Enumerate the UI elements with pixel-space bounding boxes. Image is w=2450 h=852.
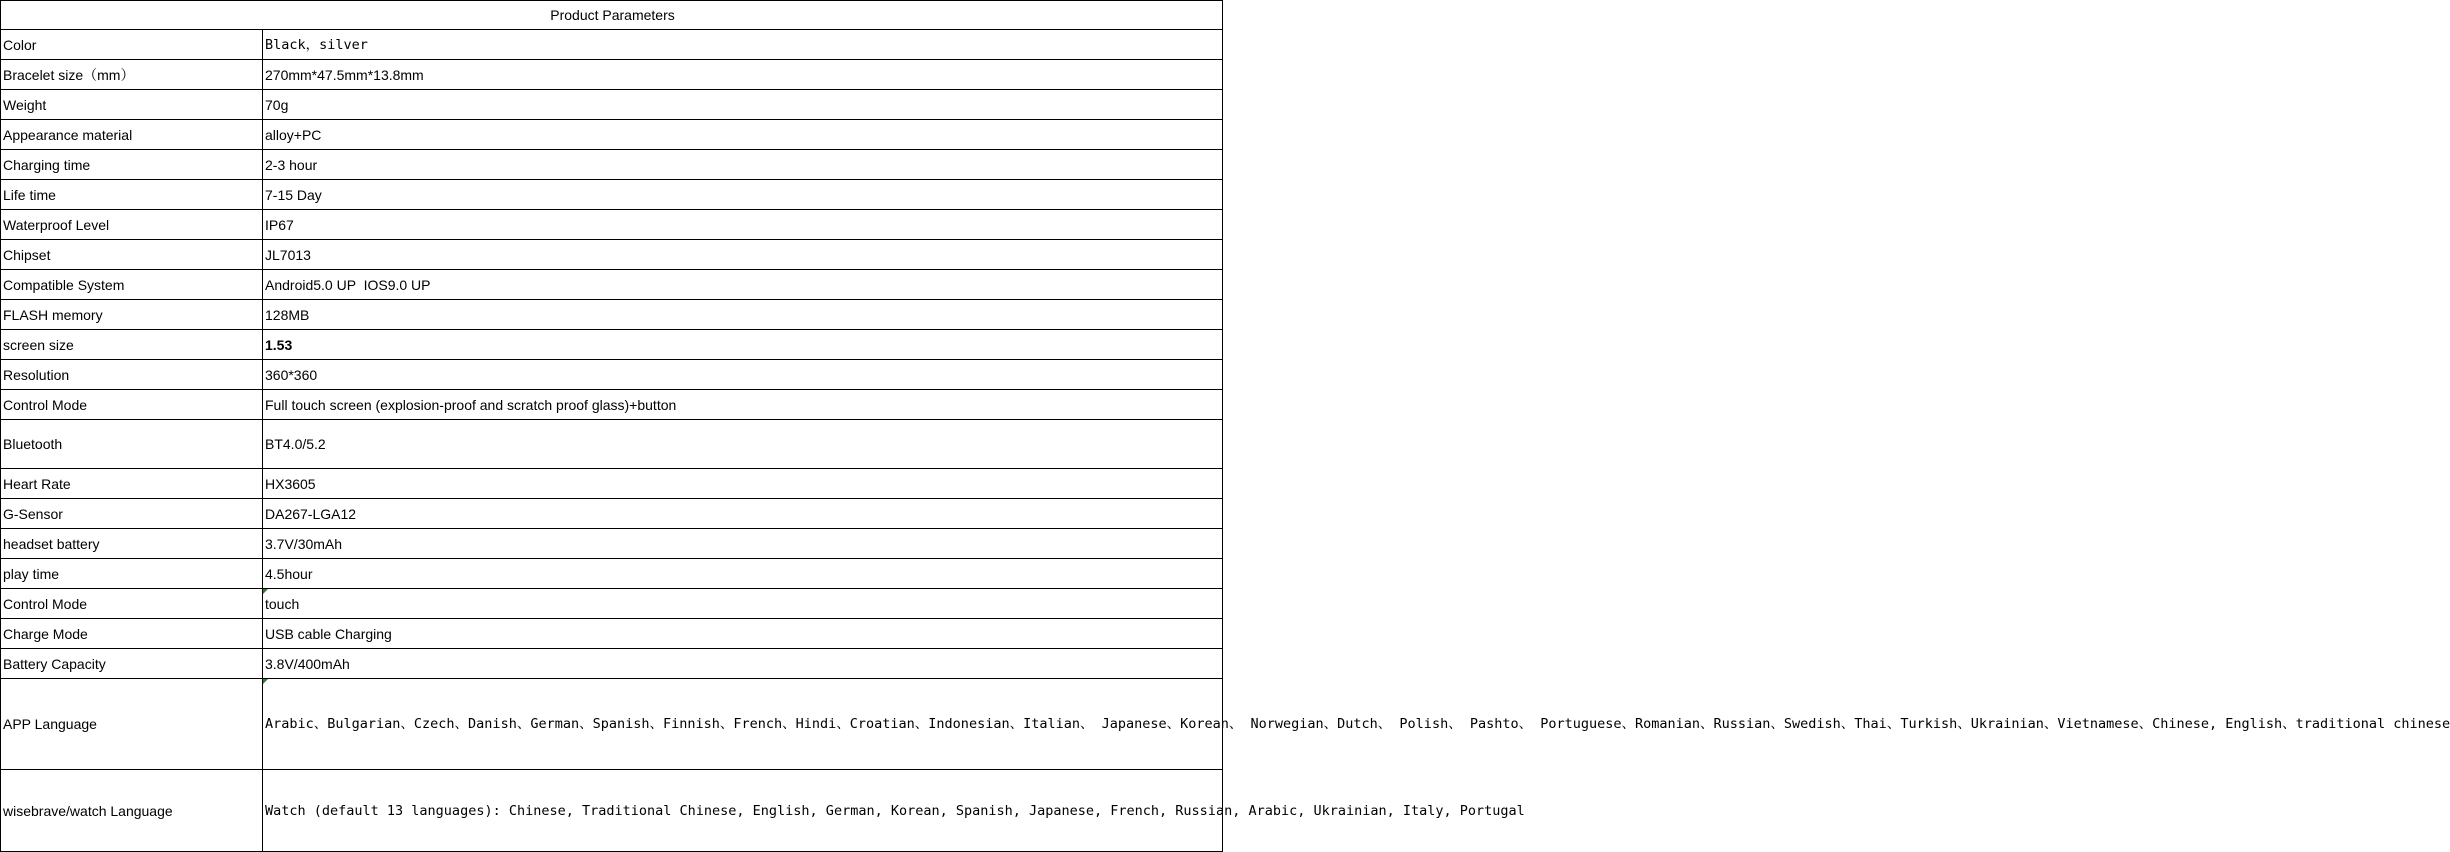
param-label-charge-mode: Charge Mode: [1, 619, 263, 649]
param-label-flash-memory: FLASH memory: [1, 300, 263, 330]
table-row: [1, 770, 1223, 852]
table-title: Product Parameters: [1, 1, 1223, 30]
table-row: [1, 679, 1223, 770]
param-value-charge-mode: USB cable Charging: [263, 619, 1223, 649]
param-label-heart-rate: Heart Rate: [1, 469, 263, 499]
table-row: [1, 499, 1223, 529]
param-label-bracelet-size: Bracelet size（mm）: [1, 60, 263, 90]
param-label-battery-capacity: Battery Capacity: [1, 649, 263, 679]
param-value-compatible-system: Android5.0 UP IOS9.0 UP: [263, 270, 1223, 300]
param-label-play-time: play time: [1, 559, 263, 589]
param-value-resolution: 360*360: [263, 360, 1223, 390]
param-value-appearance-material: alloy+PC: [263, 120, 1223, 150]
param-label-g-sensor: G-Sensor: [1, 499, 263, 529]
param-value-app-language: Arabic、Bulgarian、Czech、Danish、German、Spanish、Finnish、French、Hindi、Croatian、Indonesian、Italian、 Japanese、Korean、 Norwegian、Dutch、 Polish、 Pashto、 Portuguese、Romanian、Russian、Swedish、Thai、Turkish、Ukrainian、Vietnamese、Chinese, English、traditional chinese: [263, 679, 1223, 770]
param-label-life-time: Life time: [1, 180, 263, 210]
param-value-battery-capacity: 3.8V/400mAh: [263, 649, 1223, 679]
param-label-weight: Weight: [1, 90, 263, 120]
table-row: [1, 619, 1223, 649]
table-row: [1, 240, 1223, 270]
table-row: [1, 420, 1223, 469]
table-title-row: [1, 1, 1223, 30]
param-label-appearance-material: Appearance material: [1, 120, 263, 150]
table-row: [1, 589, 1223, 619]
param-value-bracelet-size: 270mm*47.5mm*13.8mm: [263, 60, 1223, 90]
param-value-flash-memory: 128MB: [263, 300, 1223, 330]
param-label-watch-language: wisebrave/watch Language: [1, 770, 263, 852]
table-row: [1, 30, 1223, 60]
param-value-weight: 70g: [263, 90, 1223, 120]
param-label-waterproof-level: Waterproof Level: [1, 210, 263, 240]
param-value-waterproof-level: IP67: [263, 210, 1223, 240]
param-value-heart-rate: HX3605: [263, 469, 1223, 499]
table-row: [1, 300, 1223, 330]
param-value-headset-battery: 3.7V/30mAh: [263, 529, 1223, 559]
table-row: [1, 390, 1223, 420]
table-row: [1, 60, 1223, 90]
param-label-compatible-system: Compatible System: [1, 270, 263, 300]
param-label-resolution: Resolution: [1, 360, 263, 390]
param-value-bluetooth: BT4.0/5.2: [263, 420, 1223, 469]
param-label-color: Color: [1, 30, 263, 60]
param-value-chipset: JL7013: [263, 240, 1223, 270]
param-label-control-mode: Control Mode: [1, 390, 263, 420]
param-value-control-mode: Full touch screen (explosion-proof and scratch proof glass)+button: [263, 390, 1223, 420]
param-value-g-sensor: DA267-LGA12: [263, 499, 1223, 529]
param-label-chipset: Chipset: [1, 240, 263, 270]
param-label-headset-battery: headset battery: [1, 529, 263, 559]
param-label-control-mode-2: Control Mode: [1, 589, 263, 619]
table-row: [1, 360, 1223, 390]
param-value-screen-size: 1.53: [263, 330, 1223, 360]
table-row: [1, 120, 1223, 150]
param-value-control-mode-2: touch: [263, 589, 1223, 619]
table-row: [1, 180, 1223, 210]
param-value-charging-time: 2-3 hour: [263, 150, 1223, 180]
table-row: [1, 529, 1223, 559]
param-value-watch-language: Watch (default 13 languages): Chinese, Traditional Chinese, English, German, Korean, Spanish, Japanese, French, Russian, Arabic, Ukrainian, Italy, Portugal: [263, 770, 1223, 852]
table-row: [1, 330, 1223, 360]
table-row: [1, 150, 1223, 180]
table-row: [1, 270, 1223, 300]
param-label-charging-time: Charging time: [1, 150, 263, 180]
param-label-screen-size: screen size: [1, 330, 263, 360]
param-value-play-time: 4.5hour: [263, 559, 1223, 589]
table-row: [1, 649, 1223, 679]
param-label-app-language: APP Language: [1, 679, 263, 770]
table-row: [1, 559, 1223, 589]
param-label-bluetooth: Bluetooth: [1, 420, 263, 469]
table-row: [1, 469, 1223, 499]
table-row: [1, 90, 1223, 120]
param-value-life-time: 7-15 Day: [263, 180, 1223, 210]
table-row: [1, 210, 1223, 240]
param-value-color: Black，silver: [263, 30, 1223, 60]
